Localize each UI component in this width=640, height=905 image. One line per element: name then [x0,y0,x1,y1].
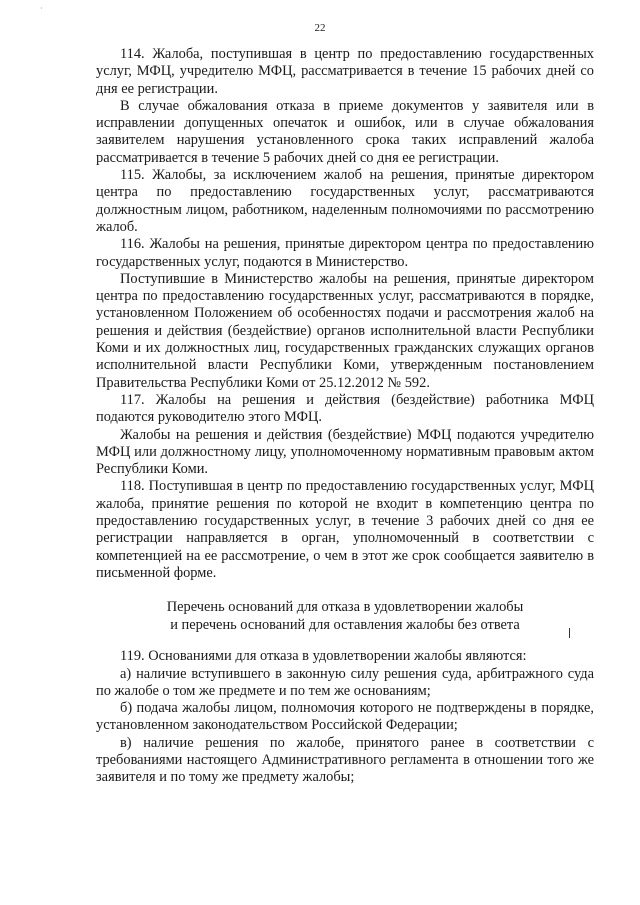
paragraph-117: 117. Жалобы на решения и действия (бездействие) работника МФЦ подаются руководителю этого МФЦ. [96,391,594,426]
document-body [96,46,594,787]
paragraph-117-cont: Жалобы на решения и действия (бездействие) МФЦ подаются учредителю МФЦ или должностному лицу, уполномоченному нормативным правовым актом Республики Коми. [96,426,594,478]
section-heading-line-2: и перечень оснований для оставления жалобы без ответа [170,617,520,634]
section-heading-line-1: Перечень оснований для отказа в удовлетворении жалобы [166,599,524,616]
paragraph-119-b: б) подача жалобы лицом, полномочия которого не подтверждены в порядке, установленном законодательством Российской Федерации; [96,700,594,734]
paragraph-118: 118. Поступившая в центр по предоставлению государственных услуг, МФЦ жалоба, принятие решения по которой не входит в компетенцию центра по предоставлению государственных услуг, в течение 3 рабочих дней со дня ее регистрации направляется в орган, уполномоченный в соответствии с компетенцией на ее рассмотрение, о чем в этот же срок сообщается заявителю в письменной форме. [96,478,594,581]
paragraph-119: 119. Основаниями для отказа в удовлетворении жалобы являются: [120,648,527,665]
paragraph-116-cont: Поступившие в Министерство жалобы на решения, принятые директором центра по предоставлению государственных услуг, рассматриваются в порядке, установленном Положением об особенностях подачи и рассмотрения жалоб на решения и действия (бездействие) органов исполнительной власти Республики Коми и их должностных лиц, государственных гражданских служащих органов исполнительной власти Республики Коми, утвержденным постановлением Правительства Республики Коми от 25.12.2012 № 592. [96,270,594,391]
paragraph-119-v: в) наличие решения по жалобе, принятого ранее в соответствии с требованиями настоящего Административного регламента в отношении того же заявителя и по тому же предмету жалобы; [96,734,594,786]
paragraph-114-cont: В случае обжалования отказа в приеме документов у заявителя или в исправлении допущенных опечаток и ошибок, или в случае обжалования заявителем нарушения установленного срока таких исправлений жалоба рассматривается в течение 5 рабочих дней со дня ее регистрации. [96,97,594,166]
section-heading [96,598,594,634]
paragraph-115: 115. Жалобы, за исключением жалоб на решения, принятые директором центра по предоставлению государственных услуг, рассматриваются должностным лицом, работником, наделенным полномочиями по рассмотрению жалоб. [96,167,594,235]
paragraph-114: 114. Жалоба, поступившая в центр по предоставлению государственных услуг, МФЦ, учредителю МФЦ, рассматривается в течение 15 рабочих дней со дня ее регистрации. [96,46,594,97]
paragraph-116: 116. Жалобы на решения, принятые директором центра по предоставлению государственных услуг, подаются в Министерство. [96,236,594,270]
paragraph-119-a: а) наличие вступившего в законную силу решения суда, арбитражного суда по жалобе о том же предмете и по тем же основаниям; [96,665,594,699]
scan-artifact: · [40,4,43,13]
page-number: 22 [314,22,326,34]
